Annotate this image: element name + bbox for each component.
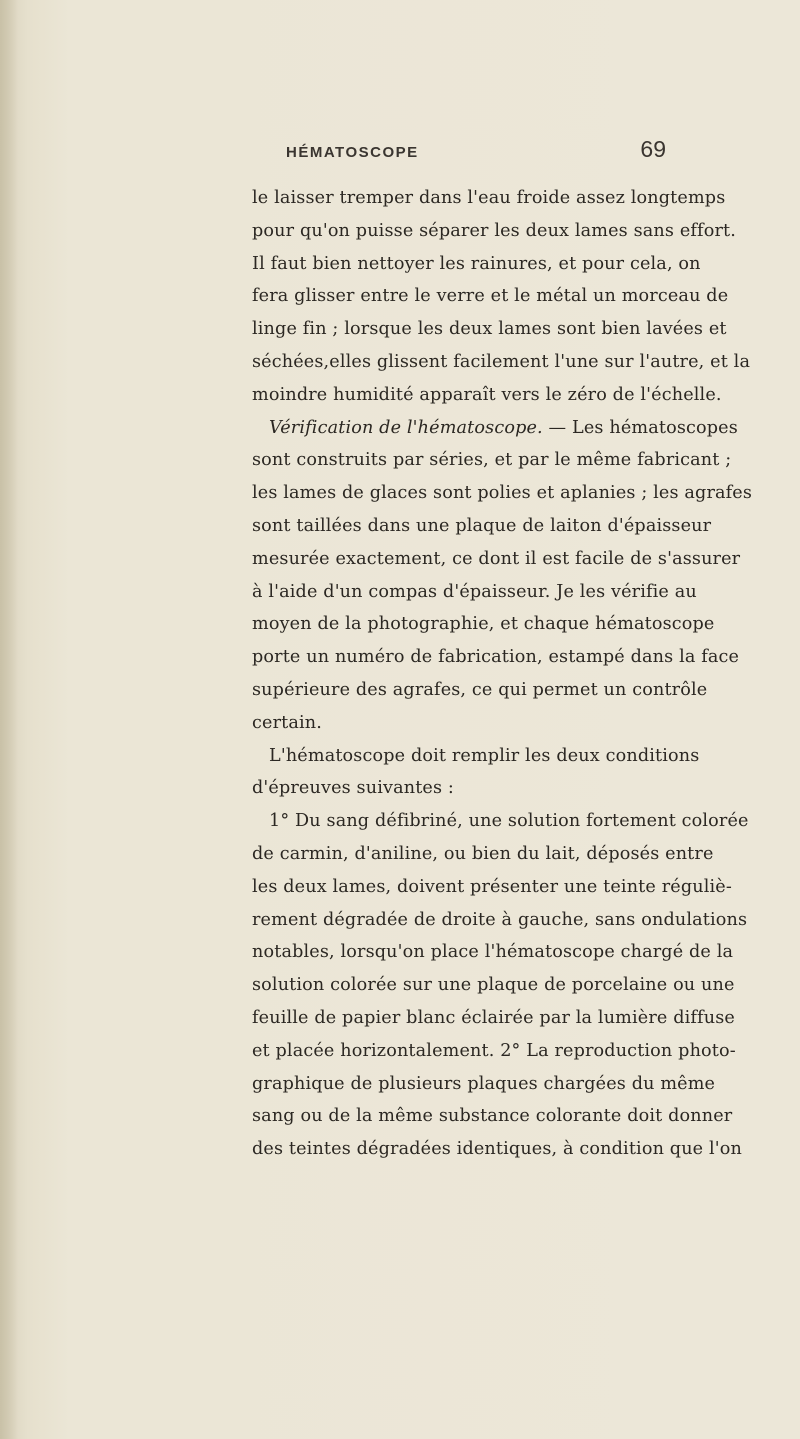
body-text [252,182,753,1166]
text-line: et placée horizontalement. 2° La reproduction photo- [252,1040,736,1061]
text-line: supérieure des agrafes, ce qui permet un contrôle [252,679,708,700]
text-line: mesurée exactement, ce dont il est facile de s'assurer [252,548,741,569]
text-line: fera glisser entre le verre et le métal un morceau de [252,286,729,307]
text-line: séchées,elles glissent facilement l'une sur l'autre, et la [252,351,751,372]
text-line: les deux lames, doivent présenter une teinte réguliè- [252,876,732,897]
text-line: à l'aide d'un compas d'épaisseur. Je les vérifie au [252,581,697,602]
page-number: 69 [640,136,666,162]
running-header [286,136,666,166]
text-line: sont taillées dans une plaque de laiton d'épaisseur [252,515,712,536]
text-line: rement dégradée de droite à gauche, sans ondulations [252,909,748,930]
text-line: le laisser tremper dans l'eau froide assez longtemps [252,188,726,208]
text-line: pour qu'on puisse séparer les deux lames sans effort. [252,220,736,241]
text-line: moindre humidité apparaît vers le zéro de l'échelle. [252,384,722,405]
section-heading: Vérification de l'hématoscope. [269,417,543,438]
text-line: sont construits par séries, et par le même fabricant ; [252,450,732,471]
page-gutter-shadow [0,0,18,1439]
text-line: certain. [252,712,322,733]
text-line: des teintes dégradées identiques, à condition que l'on [252,1139,742,1160]
text-line-continuation: — Les hématoscopes [548,417,738,438]
text-line: feuille de papier blanc éclairée par la lumière diffuse [252,1007,735,1028]
running-head-title: HÉMATOSCOPE [286,144,419,161]
text-line: L'hématoscope doit remplir les deux conditions [269,745,700,766]
text-line: sang ou de la même substance colorante doit donner [252,1106,733,1127]
text-line: 1° Du sang défibriné, une solution fortement colorée [269,811,749,832]
text-line: d'épreuves suivantes : [252,778,454,799]
text-line: graphique de plusieurs plaques chargées du même [252,1073,716,1094]
text-line-with-heading [252,412,738,445]
text-line: de carmin, d'aniline, ou bien du lait, déposés entre [252,843,714,864]
text-line: porte un numéro de fabrication, estampé dans la face [252,647,740,668]
text-line: notables, lorsqu'on place l'hématoscope chargé de la [252,942,734,963]
text-line: Il faut bien nettoyer les rainures, et pour cela, on [252,253,701,274]
text-line: moyen de la photographie, et chaque hématoscope [252,614,715,635]
text-line: les lames de glaces sont polies et aplanies ; les agrafes [252,483,753,504]
text-line: solution colorée sur une plaque de porcelaine ou une [252,975,735,996]
text-line: linge fin ; lorsque les deux lames sont bien lavées et [252,319,727,340]
